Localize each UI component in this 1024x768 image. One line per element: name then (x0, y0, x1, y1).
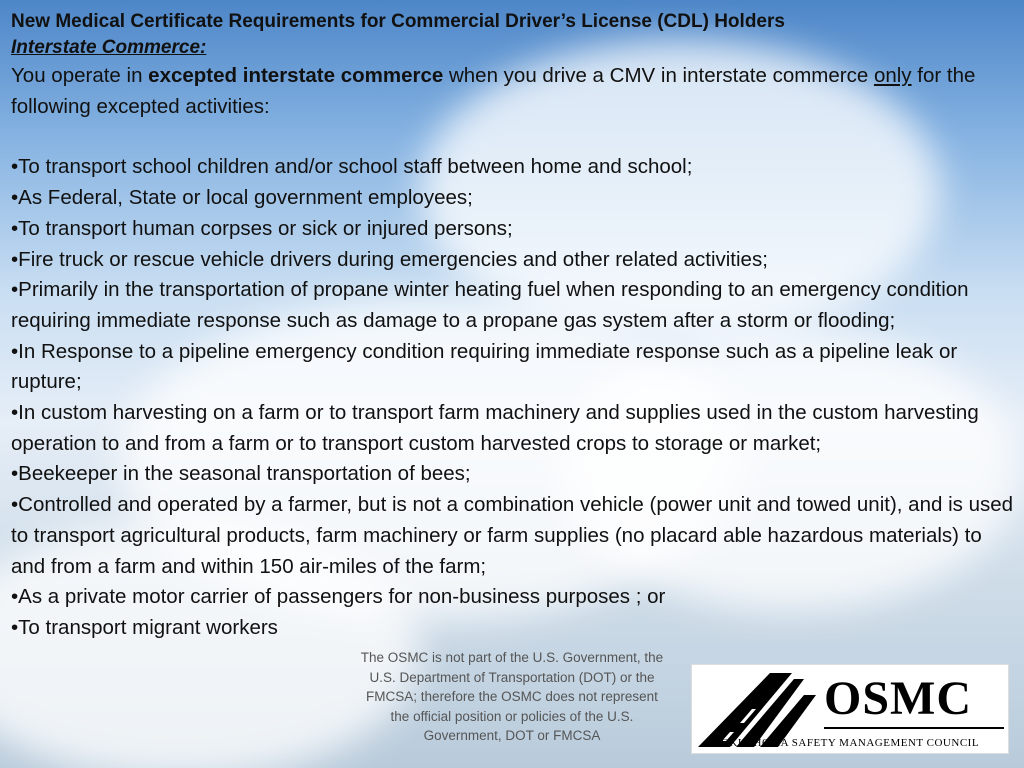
logo-divider (824, 727, 1004, 729)
intro-bold-text: excepted interstate commerce (148, 64, 444, 87)
logo-wordmark: OSMC (824, 672, 972, 725)
bullet-item: •Controlled and operated by a farmer, but is not a combination vehicle (power unit and towed unit), and is used to transport agricultural products, farm machinery or farm supplies (no placard able hazardous materials) to and from a farm and within 150 air-miles of the farm; (11, 493, 1014, 578)
bullet-list (11, 152, 1016, 643)
intro-underlined-text: only (873, 64, 912, 87)
bullet-item: •To transport school children and/or school staff between home and school; (11, 155, 693, 179)
bullet-item: •To transport migrant workers (11, 615, 278, 639)
slide-content (11, 9, 1016, 644)
intro-text: when you drive a CMV in interstate commerce (443, 64, 874, 87)
intro-paragraph (11, 61, 1016, 122)
logo-subtitle: OKLAHOMA SAFETY MANAGEMENT COUNCIL (720, 737, 980, 749)
disclaimer-text: The OSMC is not part of the U.S. Government, the U.S. Department of Transportation (DOT) or the FMCSA; therefore the OSMC does not represent the official position or policies of the U.S. Government, DOT or FMCSA (360, 650, 664, 743)
intro-text: You operate in (11, 64, 149, 87)
bullet-item: •As Federal, State or local government employees; (11, 186, 473, 210)
bullet-item: •In Response to a pipeline emergency condition requiring immediate response such as a pipeline leak or rupture; (11, 339, 958, 394)
slide-title: New Medical Certificate Requirements for Commercial Driver’s License (CDL) Holders (11, 11, 785, 32)
bullet-item: •Fire truck or rescue vehicle drivers during emergencies and other related activities; (11, 247, 768, 271)
bullet-item: •As a private motor carrier of passengers for non-business purposes ; or (11, 585, 666, 609)
bullet-item: •In custom harvesting on a farm or to transport farm machinery and supplies used in the custom harvesting operation to and from a farm or to transport custom harvested crops to storage or market; (11, 401, 979, 455)
osmc-logo (691, 664, 1009, 754)
bullet-item: •To transport human corpses or sick or injured persons; (11, 216, 513, 240)
slide-subtitle: Interstate Commerce: (11, 37, 207, 58)
bullet-item: •Primarily in the transportation of propane winter heating fuel when responding to an emergency condition requiring immediate response such as damage to a propane gas system after a storm or flooding; (11, 278, 969, 332)
intro-text: for the following excepted activities: (11, 64, 976, 118)
bullet-item: •Beekeeper in the seasonal transportation of bees; (11, 462, 471, 486)
spacer (11, 122, 1016, 152)
